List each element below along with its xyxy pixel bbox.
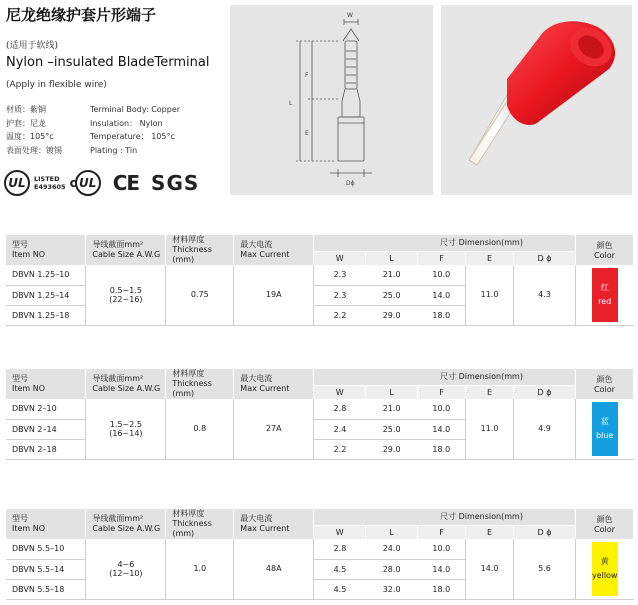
spec-cn: 温度：105°c	[6, 132, 54, 141]
dim-w: 4.5	[314, 579, 366, 599]
header-d: D ϕ	[514, 385, 576, 399]
listed-label: LISTED E493605	[34, 175, 66, 191]
spec-list	[6, 103, 210, 157]
dim-d: 4.3	[514, 265, 576, 325]
header-w: W	[314, 385, 366, 399]
color-cell	[575, 539, 633, 599]
dim-w: 4.5	[314, 559, 366, 579]
dimension-drawing	[230, 5, 433, 195]
spec-en: Plating : Tin	[90, 145, 138, 155]
dim-label-l: L	[289, 100, 293, 107]
subtitle-cn: (适用于软线)	[6, 41, 59, 51]
max-current: 48A	[234, 539, 314, 599]
dim-label-w: W	[347, 12, 353, 19]
dim-f: 18.0	[418, 305, 466, 325]
dim-label-f: F	[305, 72, 309, 79]
spec-table-2	[6, 369, 634, 460]
header-f: F	[418, 251, 466, 265]
header-e: E	[466, 251, 514, 265]
ce-logo: CE	[112, 171, 140, 195]
dim-e: 11.0	[466, 265, 514, 325]
dim-label-d: Dϕ	[346, 180, 355, 187]
header-cable: 导线截面mm² Cable Size A.W.G	[86, 235, 166, 265]
table-row	[6, 265, 634, 285]
header-item: 型号 Item NO	[6, 235, 86, 265]
cable-size: 0.5~1.5 (22~16)	[86, 265, 166, 325]
dim-e: 11.0	[466, 399, 514, 459]
dim-w: 2.3	[314, 265, 366, 285]
certification-logos	[4, 168, 199, 198]
header-l: L	[366, 525, 418, 539]
dim-l: 29.0	[366, 439, 418, 459]
color-cell	[575, 265, 633, 325]
dim-f: 10.0	[418, 265, 466, 285]
dim-w: 2.3	[314, 285, 366, 305]
header-e: E	[466, 525, 514, 539]
color-swatch-yellow: 黄 yellow	[592, 542, 618, 596]
thickness: 1.0	[166, 539, 234, 599]
spec-row	[6, 130, 210, 144]
item-no: DBVN 2–14	[6, 419, 86, 439]
terminal-drawing-svg	[230, 5, 433, 195]
item-no: DBVN 2–10	[6, 399, 86, 419]
header-thickness: 材料厚度 Thickness (mm)	[166, 509, 234, 539]
header-thickness: 材料厚度 Thickness (mm)	[166, 235, 234, 265]
color-swatch-blue: 蓝 blue	[592, 402, 618, 456]
table-row	[6, 539, 634, 559]
header-dimension: 尺寸 Dimension(mm)	[314, 509, 576, 525]
dim-l: 28.0	[366, 559, 418, 579]
header-d: D ϕ	[514, 251, 576, 265]
max-current: 19A	[234, 265, 314, 325]
dim-w: 2.4	[314, 419, 366, 439]
dim-f: 10.0	[418, 399, 466, 419]
dim-w: 2.2	[314, 439, 366, 459]
header-f: F	[418, 525, 466, 539]
dim-l: 21.0	[366, 399, 418, 419]
cable-size: 1.5~2.5 (16~14)	[86, 399, 166, 459]
item-no: DBVN 2–18	[6, 439, 86, 459]
dim-l: 32.0	[366, 579, 418, 599]
product-photo	[441, 5, 632, 195]
dim-w: 2.2	[314, 305, 366, 325]
terminal-photo-svg	[441, 5, 632, 195]
spec-row	[6, 103, 210, 117]
item-no: DBVN 1.25–18	[6, 305, 86, 325]
spec-cn: 材质：紫铜	[6, 105, 46, 114]
dim-l: 21.0	[366, 265, 418, 285]
dim-d: 4.9	[514, 399, 576, 459]
sgs-logo: SGS	[151, 171, 200, 195]
header-d: D ϕ	[514, 525, 576, 539]
spec-en: Insulation： Nylon	[90, 118, 163, 128]
title-cn: 尼龙绝缘护套片形端子	[6, 6, 157, 24]
cul-logo: c UL	[70, 170, 101, 196]
header-color: 颜色 Color	[575, 509, 633, 539]
dim-f: 14.0	[418, 419, 466, 439]
header-color: 颜色 Color	[575, 369, 633, 399]
color-swatch-red: 红 red	[592, 268, 618, 322]
thickness: 0.75	[166, 265, 234, 325]
header-w: W	[314, 525, 366, 539]
header-f: F	[418, 385, 466, 399]
dim-l: 24.0	[366, 539, 418, 559]
header-thickness: 材料厚度 Thickness (mm)	[166, 369, 234, 399]
dim-l: 25.0	[366, 285, 418, 305]
header-dimension: 尺寸 Dimension(mm)	[314, 235, 576, 251]
item-no: DBVN 5.5–14	[6, 559, 86, 579]
title-en: Nylon –insulated BladeTerminal	[6, 55, 210, 70]
dim-l: 25.0	[366, 419, 418, 439]
subtitle-en: (Apply in flexible wire)	[6, 80, 107, 90]
dim-f: 18.0	[418, 439, 466, 459]
dim-f: 18.0	[418, 579, 466, 599]
spec-table-3	[6, 509, 634, 600]
spec-row	[6, 117, 210, 131]
color-cell	[575, 399, 633, 459]
header-current: 最大电流 Max Current	[234, 509, 314, 539]
dim-e: 14.0	[466, 539, 514, 599]
dim-d: 5.6	[514, 539, 576, 599]
header-cable: 导线截面mm² Cable Size A.W.G	[86, 509, 166, 539]
dim-w: 2.8	[314, 539, 366, 559]
spec-en: Temperature： 105°c	[90, 132, 175, 141]
ul-logo: UL	[4, 170, 30, 196]
header-l: L	[366, 251, 418, 265]
spec-cn: 护套：尼龙	[6, 118, 46, 128]
header-e: E	[466, 385, 514, 399]
spec-cn: 表面处理：镀锡	[6, 145, 62, 155]
header-item: 型号 Item NO	[6, 369, 86, 399]
item-no: DBVN 1.25–14	[6, 285, 86, 305]
dim-w: 2.8	[314, 399, 366, 419]
dim-label-e: E	[305, 130, 309, 137]
header-l: L	[366, 385, 418, 399]
item-no: DBVN 1.25–10	[6, 265, 86, 285]
spec-row	[6, 144, 210, 158]
max-current: 27A	[234, 399, 314, 459]
dim-f: 14.0	[418, 285, 466, 305]
header-cable: 导线截面mm² Cable Size A.W.G	[86, 369, 166, 399]
header-current: 最大电流 Max Current	[234, 235, 314, 265]
header-dimension: 尺寸 Dimension(mm)	[314, 369, 576, 385]
dim-f: 14.0	[418, 559, 466, 579]
table-row	[6, 399, 634, 419]
spec-en: Terminal Body: Copper	[90, 105, 181, 114]
header-current: 最大电流 Max Current	[234, 369, 314, 399]
item-no: DBVN 5.5–10	[6, 539, 86, 559]
dim-l: 29.0	[366, 305, 418, 325]
cable-size: 4~6 (12~10)	[86, 539, 166, 599]
item-no: DBVN 5.5–18	[6, 579, 86, 599]
dim-f: 10.0	[418, 539, 466, 559]
thickness: 0.8	[166, 399, 234, 459]
header-w: W	[314, 251, 366, 265]
header-color: 颜色 Color	[575, 235, 633, 265]
spec-table-1	[6, 235, 634, 326]
header-item: 型号 Item NO	[6, 509, 86, 539]
